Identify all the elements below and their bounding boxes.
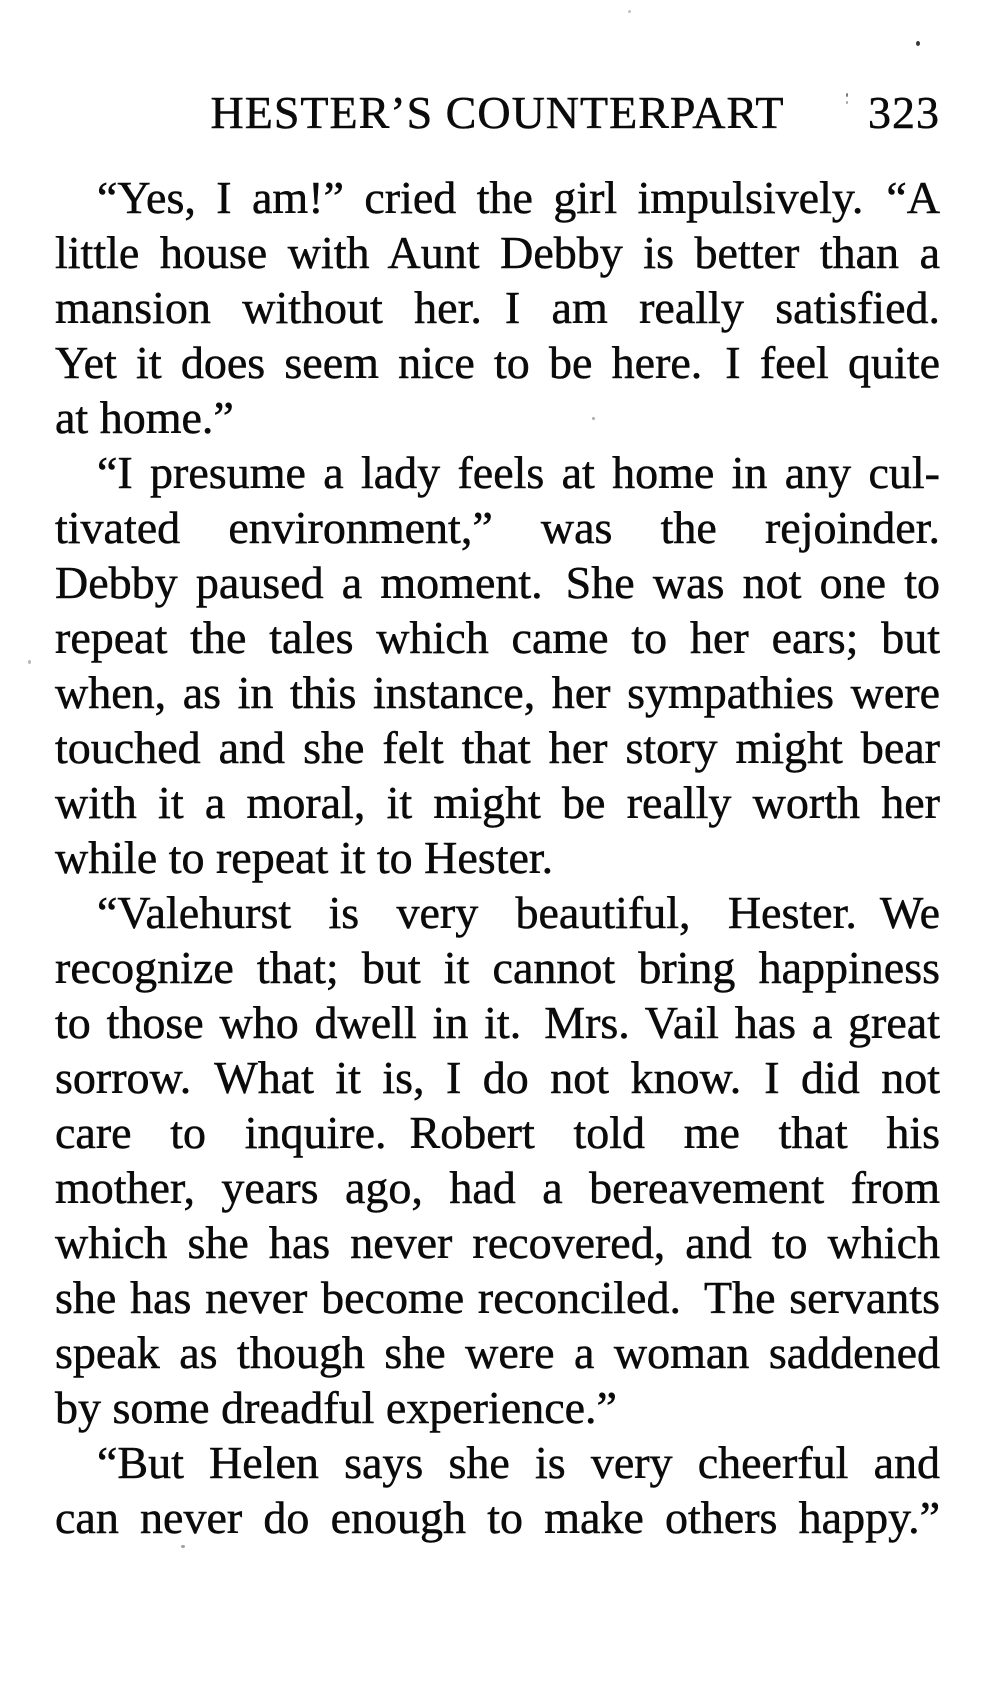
scan-artifact xyxy=(181,1545,185,1548)
text-line: “Valehurst is very beautiful, Hester. We xyxy=(97,887,940,938)
text-line: while to repeat it to Hester. xyxy=(55,832,554,883)
scan-artifact xyxy=(628,10,631,13)
text-line: repeat the tales which came to her ears; but xyxy=(55,612,940,663)
running-header xyxy=(55,87,940,138)
text-line: sorrow. What it is, I do not know. I did not xyxy=(55,1052,940,1103)
text-line: little house with Aunt Debby is better than a xyxy=(55,227,940,278)
text-line: tivated environment,” was the rejoinder. xyxy=(55,502,940,553)
text-line: touched and she felt that her story might bear xyxy=(55,722,940,773)
scan-artifact xyxy=(846,93,848,97)
scan-artifact xyxy=(592,417,595,420)
text-line: Yet it does seem nice to be here. I feel quite xyxy=(55,337,940,388)
text-line: she has never become reconciled. The servants xyxy=(55,1272,940,1323)
text-line: speak as though she were a woman saddened xyxy=(55,1327,940,1378)
text-line: recognize that; but it cannot bring happiness xyxy=(55,942,940,993)
scan-artifact xyxy=(846,101,848,104)
text-line: “But Helen says she is very cheerful and xyxy=(97,1437,940,1488)
page-body-text xyxy=(55,170,940,1545)
text-line: Debby paused a moment. She was not one to xyxy=(55,557,940,608)
text-line: “I presume a lady feels at home in any cul- xyxy=(97,447,940,498)
text-line: with it a moral, it might be really worth her xyxy=(55,777,940,828)
text-line: which she has never recovered, and to which xyxy=(55,1217,940,1268)
text-line: when, as in this instance, her sympathies were xyxy=(55,667,940,718)
page-number: 323 xyxy=(868,87,940,138)
text-line: mansion without her. I am really satisfied. xyxy=(55,282,940,333)
text-line: to those who dwell in it. Mrs. Vail has a great xyxy=(55,997,940,1048)
text-line: by some dreadful experience.” xyxy=(55,1382,617,1433)
text-line: at home.” xyxy=(55,392,234,443)
scan-artifact xyxy=(28,660,31,664)
text-line: “Yes, I am!” cried the girl impulsively. “A xyxy=(97,172,940,223)
text-line: care to inquire. Robert told me that his xyxy=(55,1107,940,1158)
page-title: HESTER’S COUNTERPART xyxy=(210,87,785,138)
text-line: can never do enough to make others happy.” xyxy=(55,1492,940,1543)
text-line: mother, years ago, had a bereavement from xyxy=(55,1162,940,1213)
scan-artifact xyxy=(916,41,920,46)
